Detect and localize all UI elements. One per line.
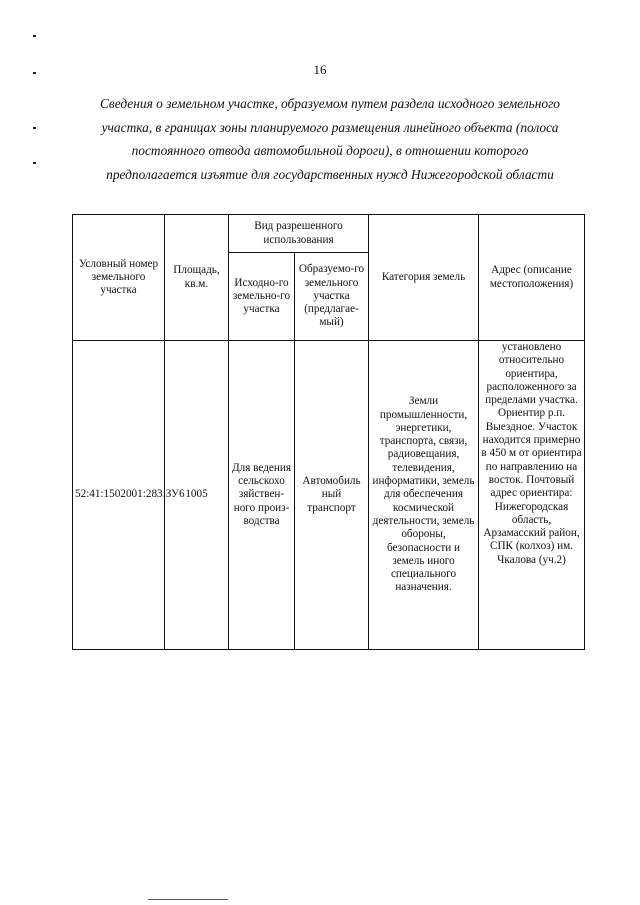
margin-mark (33, 35, 36, 37)
page-number: 16 (313, 62, 327, 77)
margin-mark (33, 162, 36, 164)
header-address: Адрес (описание местоположения) (479, 215, 585, 341)
header-land-category: Категория земель (369, 215, 479, 341)
cell-area: 1005 (165, 341, 229, 650)
cell-original-plot-use: Для ведения сельскохо зяйствен-ного произ-водства (229, 341, 295, 650)
header-area: Площадь, кв.м. (165, 215, 229, 341)
document-caption (60, 92, 600, 186)
footer-rule (148, 899, 228, 900)
header-original-plot-use: Исходно-го земельно-го участка (229, 253, 295, 341)
header-plot-number: Условный номер земельного участка (73, 215, 165, 341)
cell-formed-plot-use: Автомобиль ный транспорт (295, 341, 369, 650)
caption-line: постоянного отвода автомобильной дороги), в отношении которого (131, 143, 529, 158)
caption-line: предполагается изъятие для государственных нужд Нижегородской области (106, 166, 554, 182)
header-formed-plot-use: Образуемо-го земельного участка (предлагае-мый) (295, 253, 369, 341)
land-plot-table (72, 214, 585, 650)
header-permitted-use: Вид разрешенного использования (229, 215, 369, 253)
table-row (73, 341, 585, 650)
cell-land-category: Земли промышленности, энергетики, транспорта, связи, радиовещания, телевидения, информатики, земель для обеспечения космической деятельности, земель обороны, безопасности и земель иного специального назначения. (369, 341, 479, 650)
caption-line: Сведения о земельном участке, образуемом путем раздела исходного земельного (100, 96, 560, 111)
caption-line: участка, в границах зоны планируемого размещения линейного объекта (полоса (101, 119, 559, 135)
margin-mark (33, 127, 36, 129)
cell-plot-number: 52:41:1502001:283:ЗУ6 (73, 341, 165, 650)
cell-address: установлено относительно ориентира, расположенного за пределами участка. Ориентир р.п. Выездное. Участок находится примерно в 450 м от ориентира по направлению на восток. Почтовый адрес ориентира: Нижегородская область, Арзамасский район, СПК (колхоз) им. Чкалова (уч.2) (479, 341, 585, 650)
